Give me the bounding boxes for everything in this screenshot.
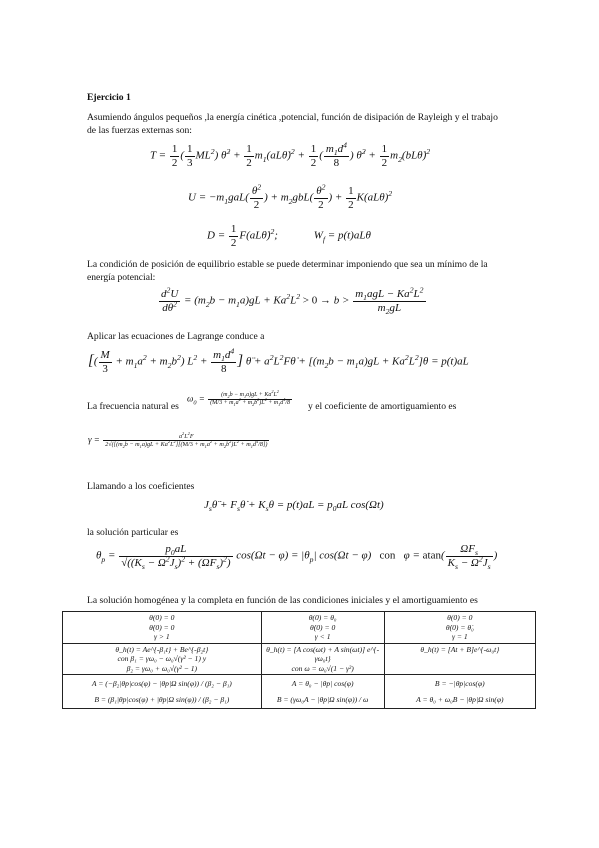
cell-text: A = θ₀ − |θp| cos(φ) — [291, 679, 354, 688]
equation-damping-coefficient: γ = $\frac{a^2L^2F}{2√([(m_2b - m_1a)gL + Ka^2L^2][(M/3 + m_1a^2 + m_2b^2)L^2 + m_1d^4/8])}$ — [88, 430, 268, 450]
cell-text: A = (−β₂|θp|cos(φ) − |θp|Ω sin(φ)) / (β₂ − β₁) — [91, 679, 232, 688]
table-cell — [384, 612, 535, 644]
equation-kinetic-energy: T = $\frac{1}{2}$ ( $\frac{1}{3}$ $ML^2$) θ̇$^2$ + $\frac{1}{2}$ $m_1(aL\thetȧ)^2$ + $\frac{1}{2}$ ( $\frac{m_1d^4}{8}$ ) θ̇$^2$ + $\frac{1}{2}$ $m_2(bL\thetȧ)^2$ — [150, 140, 431, 169]
cell-text: θ̇(0) = θ̇₀ — [445, 622, 474, 632]
equation-coefficients: $J_s\thetä$ + $F_s\thetȧ + K_s\theta = p(t)aL = p_0aL$ cos(Ωt) — [204, 499, 384, 514]
table-cell — [384, 643, 535, 675]
lagrange-text: Aplicar las ecuaciones de Lagrange conduce a — [87, 331, 265, 342]
table-cell — [261, 612, 384, 644]
homogeneous-text: La solución homogénea y la completa en función de las condiciones iniciales y el amortiguamiento es — [87, 595, 478, 606]
table-cell — [261, 643, 384, 675]
cell-text: θ̇(0) = 0 — [309, 622, 336, 632]
coefficients-text: Llamando a los coeficientes — [87, 481, 195, 492]
cell-text: β₂ = γω₀ + ω₀√(γ² − 1) — [126, 663, 198, 673]
table-cell — [63, 612, 262, 644]
table-cell — [63, 643, 262, 675]
intro-line-2: de las fuerzas externas son: — [87, 125, 192, 136]
cell-text: con β₁ = γω₀ − ω₀√(γ² − 1) y — [117, 654, 207, 663]
exercise-heading: Ejercicio 1 — [87, 92, 131, 103]
cell-text: con ω = ω₀√(1 − γ²) — [291, 663, 354, 673]
cell-text: θ̇(0) = 0 — [149, 622, 175, 632]
equation-dissipation-work: D = $\frac{1}{2}$ F(aLθ̇)$^2$; $W_f = p(t)aL\theta$ — [207, 223, 371, 249]
table-row-constants — [63, 675, 536, 709]
equation-potential-energy: $U = -m_1gaL$( $\frac{\theta^2}{2}$ ) + $m_2gbL$( $\frac{\theta^2}{2}$ ) + $\frac{1}{2}$ $K(aL\theta)^2$ — [188, 182, 393, 211]
cell-text: γ = 1 — [451, 632, 468, 641]
cell-text: θ_h(t) = [At + B]e^{-ω₀t} — [420, 644, 500, 654]
table-row-homogeneous — [63, 643, 536, 675]
table-cell — [63, 675, 262, 709]
table-row-conditions — [63, 612, 536, 644]
cell-text: θ(0) = 0 — [149, 613, 175, 622]
cell-text: B = (β₁|θp|cos(φ) + |θp|Ω sin(φ)) / (β₂ − β₁) — [94, 694, 230, 704]
equation-natural-frequency: $\omega_0$ = $\frac{(m_2b - m_1a)gL + Ka^2L^2}{(M/3 + m_1a^2 + m_2b^2)L^2 + m_1d^4/8}$ — [187, 389, 290, 408]
solutions-table — [62, 611, 536, 709]
damping-suffix: y el coeficiente de amortiguamiento es — [308, 401, 457, 412]
cell-text: θ(0) = 0 — [447, 613, 473, 622]
particular-text: la solución particular es — [87, 527, 179, 538]
cell-text: θ(0) = θ₀ — [308, 613, 337, 622]
cell-text: A = θ₀ + ω₀B − |θp|Ω sin(φ) — [416, 694, 504, 704]
table-cell — [384, 675, 535, 709]
cell-text: θ_h(t) = Ae^{-β₁t} + Be^{-β₂t} — [115, 644, 209, 654]
equation-of-motion: [( $\frac{M}{3}$ + $m_1a^2 + m_2b^2$) $L^2$ + $\frac{m_1d^4}{8}$ ] θ̈ + $a^2L^2F\thetȧ + [(m_2b - m_1a)gL + Ka^2L^2]\theta = p(t)aL$ — [88, 346, 469, 375]
stability-line-1: La condición de posición de equilibrio estable se puede determinar imponiendo que sea un mínimo de la — [87, 259, 488, 270]
cell-text: γ < 1 — [314, 632, 331, 641]
cell-text: θ_h(t) = [A cos(ωt) + A sin(ωt)] e^{-γω₀t} — [266, 644, 380, 663]
natural-frequency-prefix: La frecuencia natural es — [87, 401, 179, 412]
cell-text: B = (γω₀A − |θp|Ω sin(φ)) / ω — [276, 694, 369, 704]
stability-line-2: energía potencial: — [87, 272, 156, 283]
cell-text: γ > 1 — [153, 632, 170, 641]
table-cell — [261, 675, 384, 709]
equation-particular-solution: $\theta_p$ = $\frac{p_0aL}{√((K_s - \Omega^2J_s)^2 + (\Omega F_s)^2)}$ $\cos(\Omega t - \varphi) = |\theta_p|$ cos(Ωt − φ) con φ = atan( $\frac{\Omega F_s}{K_s - \Omega^2J_s}$ ) — [96, 543, 498, 571]
cell-text: B = −|θp|cos(φ) — [434, 679, 485, 688]
equation-stability-condition: $\frac{d^2U}{d\theta^2}$ = $(m_2b - m_1a)gL + Ka^2L^2 > 0 \to b$ > $\frac{m_1agL - Ka^2L^2}{m_2gL}$ — [161, 285, 424, 316]
intro-line-1: Asumiendo ángulos pequeños ,la energía cinética ,potencial, función de disipación de Rayleigh y el trabajo — [87, 112, 498, 123]
